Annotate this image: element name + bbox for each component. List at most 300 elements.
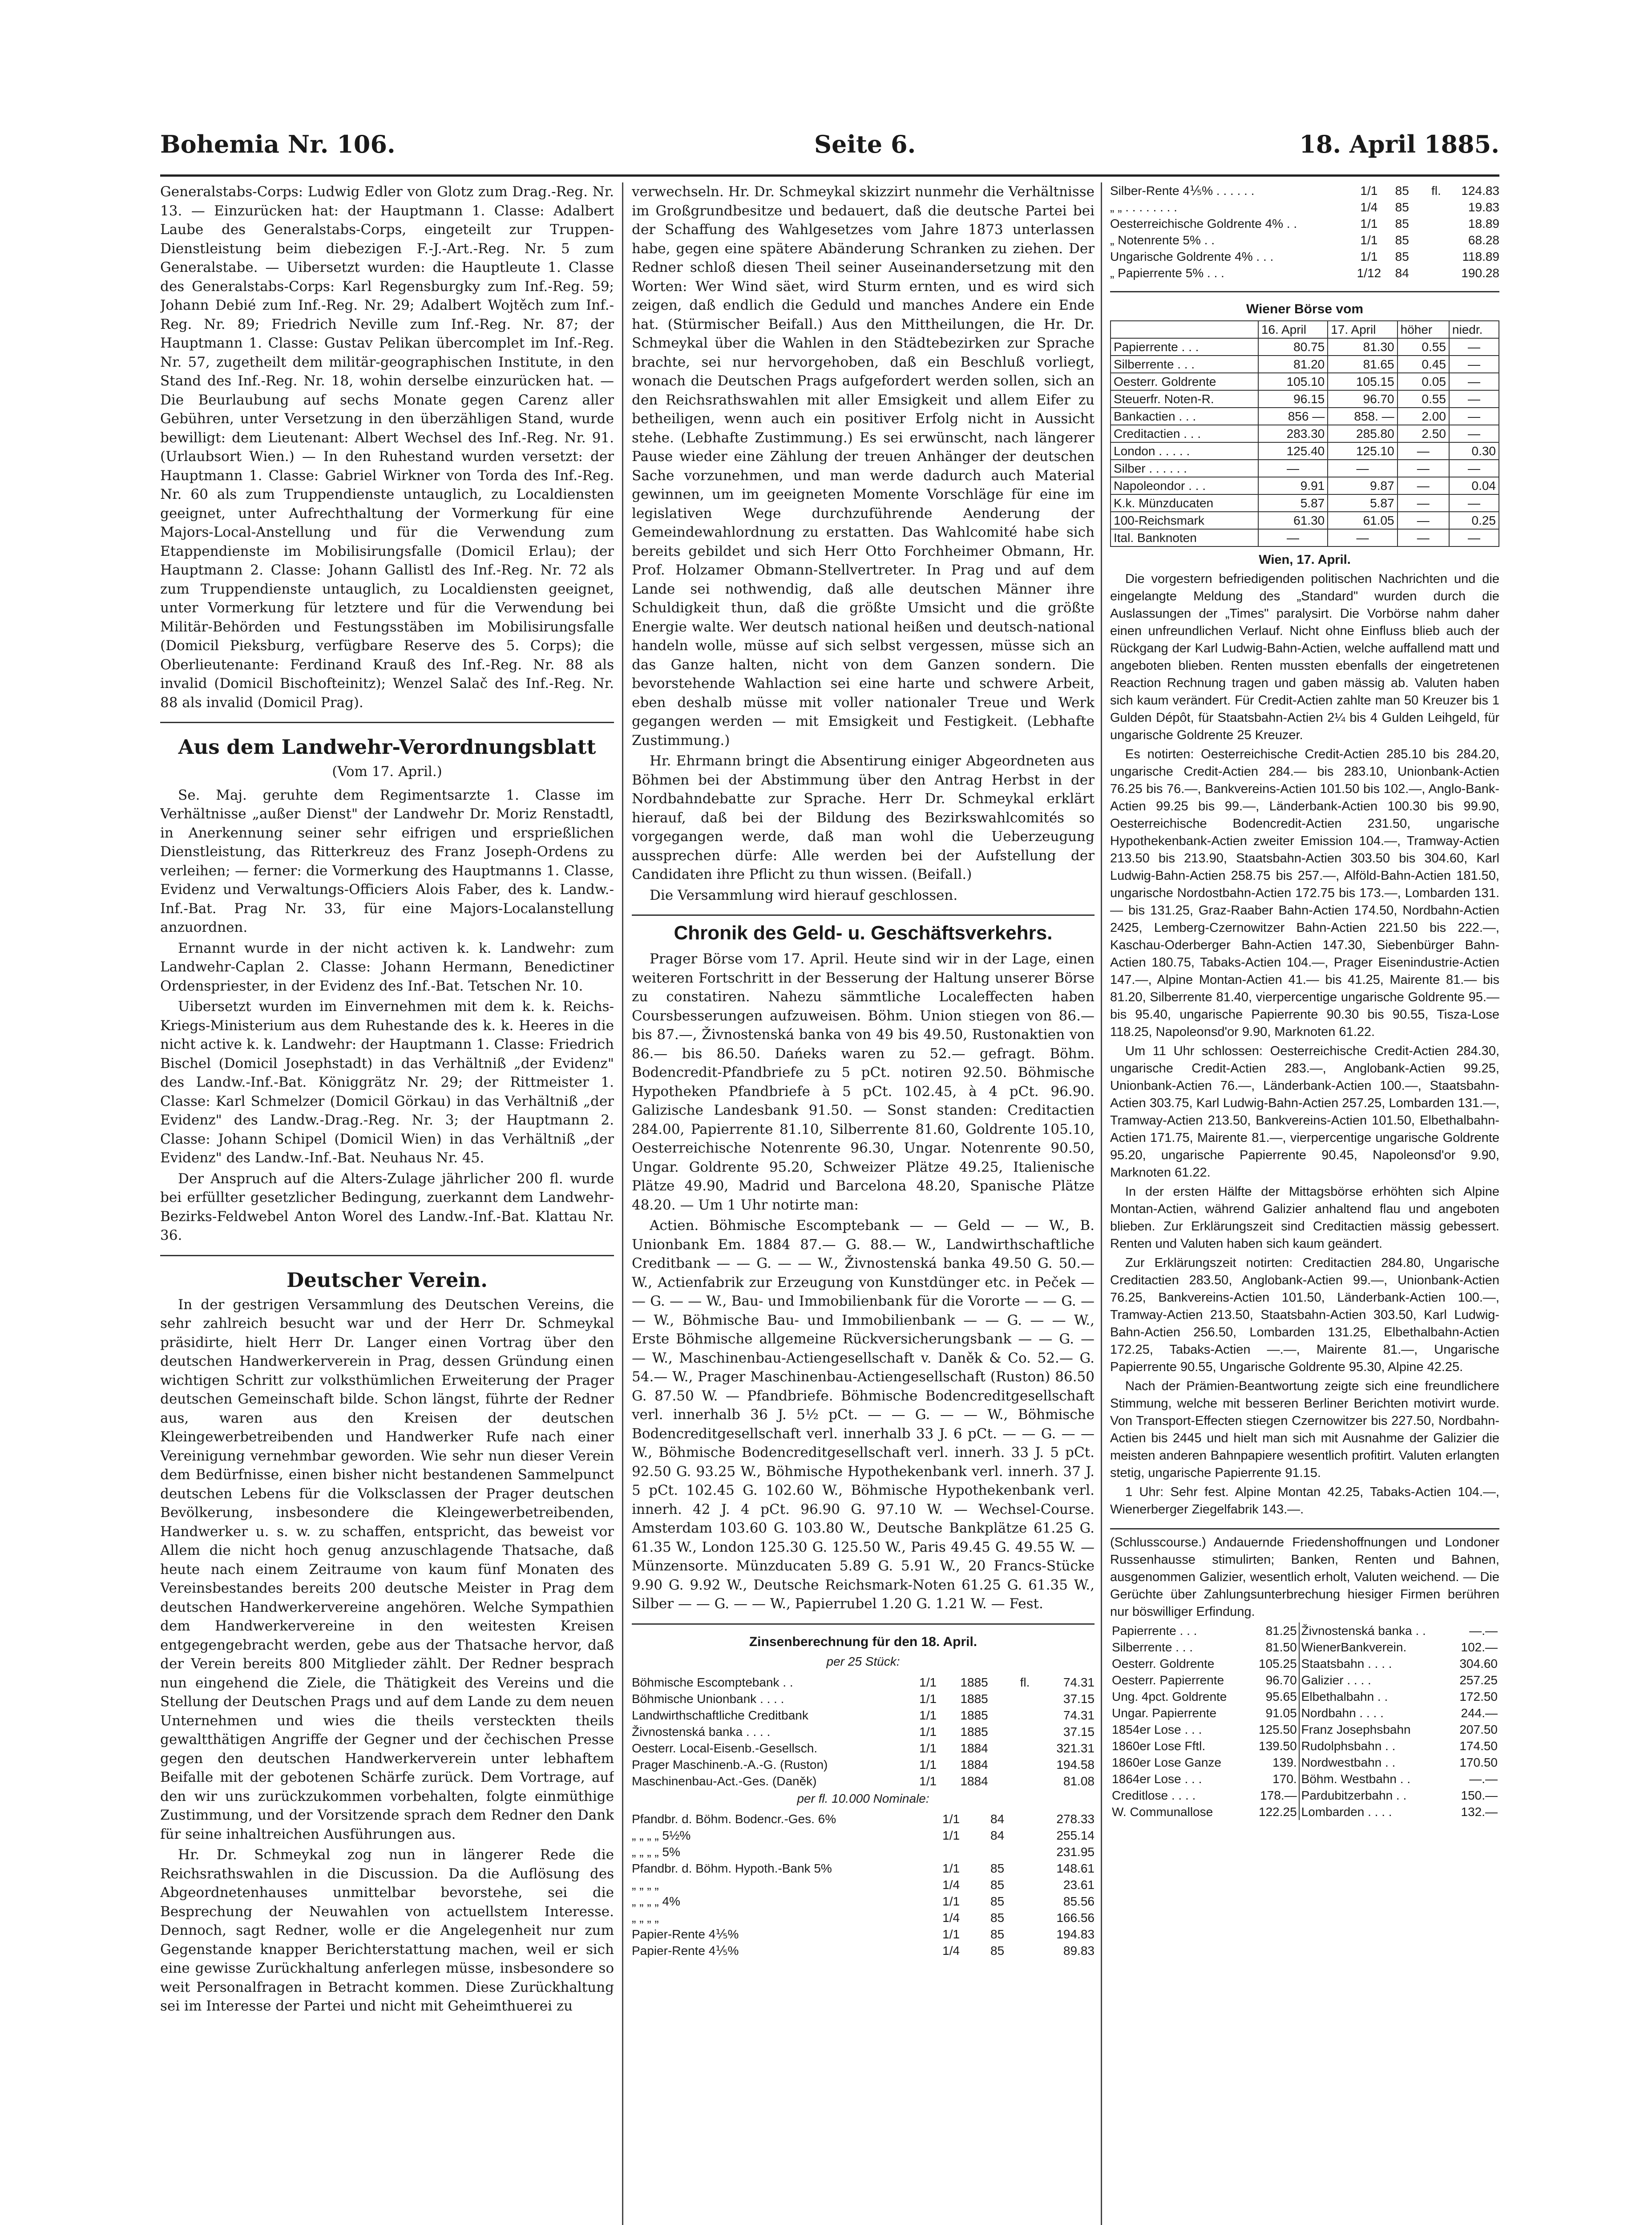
table-cell: — <box>1449 373 1499 390</box>
table-row <box>1111 356 1499 373</box>
table-cell: London . . . . . <box>1111 442 1258 460</box>
table-cell: 0.25 <box>1449 512 1499 529</box>
article-paragraph: Prager Börse vom 17. April. Heute sind wir in der Lage, einen weiteren Fortschritt in der Besserung der Haltung unserer Börse zu constatiren. Nahezu sämmtliche Localeffecten haben Coursbesserungen aufzuweisen. Böhm. Union stiegen von 86.— bis 87.—, Živnostenská banka von 49 bis 49.50, Rustonaktien von 86.— bis 86.50. Dańeks waren zu 52.— gefragt. Böhm. Bodencredit-Pfandbriefe zu 5 pCt. notiren 92.50. Böhmische Hypotheken Pfandbriefe à 5 pCt. 102.45, à 4 pCt. 96.90. Galizische Landesbank 91.50. — Sonst standen: Creditactien 284.00, Papierrente 81.10, Silberrente 81.60, Goldrente 105.10, Oesterreichische Notenrente 96.30, Ungar. Notenrente 90.50, Ungar. Goldrente 95.20, Schweizer Plätze 49.25, Italienische Plätze 49.90, Madrid und Barcelona 48.20, Spanische Plätze 48.20. — Um 1 Uhr notirte man: <box>632 951 1095 1213</box>
table-cell: — <box>1258 529 1328 546</box>
table-cell: Böhmische Unionbank . . . . <box>632 1691 784 1706</box>
table-cell: — <box>1449 408 1499 425</box>
table-cell <box>1002 1707 1030 1723</box>
exchange-table <box>1110 320 1499 547</box>
table-cell: 19.83 <box>1468 200 1499 214</box>
table-cell: 1884 <box>960 1774 988 1788</box>
table-cell: Papierrente . . . <box>1112 1624 1197 1638</box>
table-cell <box>1418 232 1441 248</box>
table-row <box>1110 248 1499 265</box>
column-1 <box>160 182 614 2225</box>
table-cell: 1/1 <box>919 1675 937 1689</box>
table-cell: Silberrente . . . <box>1112 1640 1193 1654</box>
table-row <box>632 1926 1095 1942</box>
table-cell: 9.91 <box>1258 477 1328 494</box>
table-cell: 85 <box>990 1878 1005 1892</box>
table-cell: 125.40 <box>1258 442 1328 460</box>
table-cell: 84 <box>990 1812 1005 1826</box>
table-cell: 1885 <box>960 1724 988 1739</box>
table-cell: — <box>1328 460 1397 477</box>
table-cell: 255.14 <box>1056 1829 1095 1842</box>
table-row <box>1111 425 1499 442</box>
table-cell: 102.— <box>1461 1640 1498 1654</box>
table-cell: — <box>1449 460 1499 477</box>
table-cell: 105.25 <box>1259 1657 1297 1671</box>
table-cell: 257.25 <box>1459 1673 1498 1687</box>
table-row <box>1110 265 1499 281</box>
table-cell: 85 <box>990 1894 1005 1908</box>
table-cell: 285.80 <box>1328 425 1397 442</box>
report-paragraph: Zur Erklärungszeit notirten: Creditactien 284.80, Ungarische Creditactien 283.50, Anglobank-Actien 99.—, Unionbank-Actien 76.25, Bankvereins-Actien 101.50, Länderbank-Actien 100.—, Tramway-Actien 213.50, Staatsbahn-Actien 303.50, Karl Ludwig-Bahn-Actien 256.50, Lombarden 131.25, Elbethalbahn-Actien 172.25, Tabaks-Actien —.—, Mairente 81.—, Ungarische Papierrente 90.55, Ungarische Goldrente 95.30, Alpine 42.25. <box>1110 1256 1499 1374</box>
table-cell: 100-Reichsmark <box>1111 512 1258 529</box>
table-cell: Landwirthschaftliche Creditbank <box>632 1708 808 1722</box>
section-divider <box>632 1623 1095 1625</box>
table-row <box>1110 1688 1499 1705</box>
table-cell: 5.87 <box>1258 494 1328 512</box>
table-cell: — <box>1398 477 1449 494</box>
report-dateline: Wien, 17. April. <box>1259 553 1351 567</box>
column-3 <box>1110 182 1499 2225</box>
table-row <box>1111 390 1499 408</box>
table-row <box>1111 338 1499 356</box>
report-paragraph: Die vorgestern befriedigenden politischen Nachrichten und die eingelangte Meldung des „Standard" wurden durch die Auslassungen der „Times" paralysirt. Die Vorbörse nahm daher einen unfreundlichen Verlauf. Nicht ohne Einfluss blieb auch der Rückgang der Karl Ludwig-Bahn-Actien, welche auffallend matt und angeboten blieben. Renten mussten ebenfalls der eingetretenen Reaction Rechnung tragen und gaben mässig ab. Valuten haben sich kaum verändert. Für Credit-Actien zahlte man 50 Kreuzer bis 1 Gulden Dépôt, für Staatsbahn-Actien 2¼ bis 4 Gulden Leihgeld, für ungarische Goldrente 25 Kreuzer. <box>1110 572 1499 742</box>
table-cell: 95.65 <box>1265 1690 1297 1703</box>
article-paragraph: Ernannt wurde in der nicht activen k. k. Landwehr: zum Landwehr-Caplan 2. Classe: Johann Hermann, Benedictiner Ordenspriester, in der Evidenz des Inf.-Bat. Tetschen Nr. 10. <box>160 940 614 994</box>
table-cell: 91.05 <box>1265 1706 1297 1720</box>
table-cell: Ung. 4pct. Goldrente <box>1112 1690 1227 1703</box>
table-cell: „ „ „ „ <box>632 1911 659 1925</box>
column-header: niedr. <box>1449 321 1499 338</box>
table-row <box>1110 1771 1499 1787</box>
table-cell: 1885 <box>960 1708 988 1722</box>
table-cell: Živnostenská banka . . . . <box>632 1724 771 1739</box>
table-cell: Papier-Rente 4⅕% <box>632 1927 739 1941</box>
section-divider <box>160 1255 614 1256</box>
table-cell: 132.— <box>1461 1805 1498 1819</box>
table-cell: 1/1 <box>919 1757 937 1772</box>
table-cell: 2.00 <box>1398 408 1449 425</box>
table-cell: 81.25 <box>1265 1624 1297 1638</box>
table-row <box>1110 1754 1499 1771</box>
table-row <box>632 1740 1095 1756</box>
column-header <box>1111 321 1258 338</box>
table-cell: 139.50 <box>1259 1739 1297 1753</box>
table-cell: Ungarische Goldrente 4% . . . <box>1110 250 1274 263</box>
table-row <box>1110 1721 1499 1738</box>
exchange-table-title: Wiener Börse vom <box>1246 302 1364 316</box>
article-paragraph: Actien. Böhmische Escomptebank — — Geld — — W., B. Unionbank Em. 1884 87.— G. 88.— W., Landwirthschaftliche Creditbank — — G. — — W., Živnostenská banka 49.50 G. 50.— W., Actienfabrik zur Erzeugung von Kunstdünger etc. in Peček — — G. — — W., Bau- und Immobilienbank für die Vororte — — G. — — W., Böhmische Bau- und Immobilienbank — — G. — — W., Erste Böhmische allgemeine Rückversicherungsbank — — G. — — W., Maschinenbau-Actiengesellschaft v. Daněk & Co. 52.— G. 54.— W., Prager Maschinenbau-Actiengesellschaft (Ruston) 86.50 G. 87.50 W. — Pfandbriefe. Böhmische Bodencreditgesellschaft verl. innerhalb 36 J. 5½ pCt. — — G. — — W., Böhmische Bodencreditgesellschaft verl. innerhalb 33 J. 6 pCt. — — G. — — W., Böhmische Bodencreditgesellschaft verl. innerh. 33 J. 5 pCt. 92.50 G. 93.25 W., Böhmische Hypothekenbank verl. innerh. 37 J. 5 pCt. 102.45 G. 102.60 W., Böhmische Hypothekenbank verl. innerh. 42 J. 4 pCt. 96.90 G. 97.10 W. — Wechsel-Course. Amsterdam 103.60 G. 103.80 W., Deutsche Bankplätze 61.25 G. 61.35 W., London 125.30 G. 125.50 W., Paris 49.45 G. 49.55 W. — Münzensorte. Münzducaten 5.89 G. 5.91 W., 20 Francs-Stücke 9.90 G. 9.92 W., Deutsche Reichsmark-Noten 61.25 G. 61.35 W., Silber — — G. — — W., Papierrubel 1.20 G. 1.21 W. — Fest. <box>632 1218 1095 1612</box>
table-row <box>1110 182 1499 199</box>
table-cell: 1885 <box>960 1675 988 1689</box>
table-cell: — <box>1449 529 1499 546</box>
table-cell: 231.95 <box>1056 1845 1095 1859</box>
table-cell: 1/1 <box>942 1861 960 1875</box>
table-cell: „ „ „ „ 5½% <box>632 1829 691 1842</box>
table-cell: 1885 <box>960 1691 988 1706</box>
table-cell: 0.55 <box>1398 338 1449 356</box>
table-cell: 96.15 <box>1258 390 1328 408</box>
table-cell: 84 <box>1395 266 1409 280</box>
section-subtitle: (Vom 17. April.) <box>332 764 442 780</box>
table-row <box>1110 1639 1499 1655</box>
table-cell: Franz Josephsbahn <box>1299 1721 1450 1738</box>
table-cell: 125.10 <box>1328 442 1397 460</box>
table-cell: 1860er Lose Fftl. <box>1112 1739 1206 1753</box>
table-row <box>632 1860 1095 1877</box>
table-cell: 1884 <box>960 1741 988 1755</box>
table-row <box>632 1827 1095 1844</box>
table-cell: 85 <box>1395 233 1409 247</box>
table-cell: „ „ „ „ 4% <box>632 1894 680 1908</box>
table-cell: 0.30 <box>1449 442 1499 460</box>
table-cell: 85 <box>990 1927 1005 1941</box>
table-cell: 74.31 <box>1063 1708 1095 1722</box>
table-cell: 174.50 <box>1459 1739 1498 1753</box>
table-cell: 194.83 <box>1056 1927 1095 1941</box>
table-cell: 858. — <box>1328 408 1397 425</box>
table-cell: Silberrente . . . <box>1111 356 1258 373</box>
table-cell: 1/1 <box>1360 217 1378 231</box>
column-divider <box>622 182 623 2225</box>
table-cell: 85 <box>990 1911 1005 1925</box>
table-cell: — <box>1449 338 1499 356</box>
table-cell: fl. <box>1020 1675 1030 1689</box>
report-paragraph: (Schlusscourse.) Andauernde Friedenshoffnungen und Londoner Russenhausse stimulirten; Banken, Renten und Bahnen, ausgenommen Galizier, wesentlich erholt, Valuten weichend. — Die Gerüchte über Zahlungsunterbrechung hiesiger Firmen berühren nur böswilliger Erfindung. <box>1110 1535 1499 1619</box>
table-cell: 125.50 <box>1259 1723 1297 1736</box>
table-cell: 207.50 <box>1459 1723 1498 1736</box>
table-cell: 85 <box>1395 200 1409 214</box>
table-cell: „ Notenrente 5% . . <box>1110 233 1215 247</box>
table-cell: 85 <box>990 1861 1005 1875</box>
table-cell: 105.10 <box>1258 373 1328 390</box>
table-cell: 89.83 <box>1063 1944 1095 1958</box>
masthead-issue: Bohemia Nr. 106. <box>160 130 396 158</box>
table-cell: 5.87 <box>1328 494 1397 512</box>
section-divider <box>632 914 1095 916</box>
table-row <box>1111 494 1499 512</box>
table-cell: 0.05 <box>1398 373 1449 390</box>
table-cell: 1/12 <box>1357 266 1381 280</box>
table-cell: „ „ „ „ <box>632 1878 659 1892</box>
article-paragraph: Uibersetzt wurden im Einvernehmen mit dem k. k. Reichs-Kriegs-Ministerium aus dem Ruhestande des k. k. Heeres in die nicht active k. k. Landwehr: der Hauptmann 1. Classe: Friedrich Bischel (Domicil Josephstadt) in das Verhältniß „der Evidenz" des Landw.-Inf.-Bat. Königgrätz Nr. 29; der Rittmeister 1. Classe: Karl Schmelzer (Domicil Görkau) in das Verhältniß „der Evidenz" des Landw.-Drag.-Reg. Nr. 3; der Hauptmann 2. Classe: Johann Schipel (Domicil Wien) in das Verhältniß „der Evidenz" des Landw.-Inf.-Bat. Neuhaus Nr. 45. <box>160 999 614 1166</box>
table-row <box>632 1756 1095 1773</box>
table-cell: Rudolphsbahn . . <box>1299 1738 1450 1754</box>
table-cell: 61.05 <box>1328 512 1397 529</box>
table-cell: 84 <box>990 1829 1005 1842</box>
table-row <box>632 1723 1095 1740</box>
page-number: Seite 6. <box>814 130 916 158</box>
table-cell: „ „ „ „ 5% <box>632 1845 680 1859</box>
table-cell: 81.08 <box>1063 1774 1095 1788</box>
table-cell: 1860er Lose Ganze <box>1112 1756 1221 1769</box>
column-2 <box>632 182 1095 2225</box>
table-row <box>1111 512 1499 529</box>
column-header: 17. April <box>1328 321 1397 338</box>
table-cell: 122.25 <box>1259 1805 1297 1819</box>
table-cell: 194.58 <box>1056 1757 1095 1772</box>
rente-table <box>1110 182 1499 281</box>
table-header-row <box>1111 321 1499 338</box>
table-cell: Creditlose . . . . <box>1112 1788 1196 1802</box>
table-cell: 81.30 <box>1328 338 1397 356</box>
table-cell: 170.50 <box>1459 1756 1498 1769</box>
article-paragraph: Die Versammlung wird hierauf geschlossen. <box>650 887 958 903</box>
table-row <box>1111 460 1499 477</box>
interest-table-subtitle: per fl. 10.000 Nominale: <box>797 1791 929 1805</box>
table-cell: Oesterr. Papierrente <box>1112 1673 1224 1687</box>
table-row <box>1110 1672 1499 1688</box>
table-cell: Creditactien . . . <box>1111 425 1258 442</box>
table-row <box>1110 1622 1499 1639</box>
table-row <box>1110 199 1499 215</box>
table-cell: 1/4 <box>942 1944 960 1958</box>
table-cell: 80.75 <box>1258 338 1328 356</box>
table-cell: Oesterreichische Goldrente 4% . . <box>1110 217 1297 231</box>
table-cell <box>1418 248 1441 265</box>
table-cell: 1/1 <box>919 1774 937 1788</box>
table-cell: Steuerfr. Noten-R. <box>1111 390 1258 408</box>
section-divider <box>1110 291 1499 292</box>
section-title: Deutscher Verein. <box>287 1268 488 1292</box>
article-paragraph: Der Anspruch auf die Alters-Zulage jährlicher 200 fl. wurde bei erfüllter gesetzlicher Bedingung, zuerkannt dem Landwehr-Bezirks-Feldwebel Anton Worel des Landw.-Inf.-Bat. Klattau Nr. 36. <box>160 1170 614 1243</box>
table-cell: 1/4 <box>942 1878 960 1892</box>
table-cell <box>1418 265 1441 281</box>
table-cell: 166.56 <box>1056 1911 1095 1925</box>
table-cell: 18.89 <box>1468 217 1499 231</box>
table-cell: — <box>1398 529 1449 546</box>
table-row <box>1110 1705 1499 1721</box>
table-cell: 1/1 <box>919 1741 937 1755</box>
table-cell: 1/1 <box>942 1894 960 1908</box>
table-row <box>632 1893 1095 1909</box>
table-cell: Prager Maschinenb.-A.-G. (Ruston) <box>632 1757 828 1772</box>
table-cell: 1/1 <box>919 1708 937 1722</box>
table-cell: 0.45 <box>1398 356 1449 373</box>
table-cell: 37.15 <box>1063 1724 1095 1739</box>
column-header: höher <box>1398 321 1449 338</box>
table-row <box>632 1942 1095 1959</box>
report-paragraph: In der ersten Hälfte der Mittagsbörse erhöhten sich Alpine Montan-Actien, während Galizier anhaltend flau und angeboten blieben. Zur Erklärungszeit sind Creditactien mässig gebessert. Renten und Valuten haben sich kaum geändert. <box>1110 1185 1499 1251</box>
table-row <box>632 1674 1095 1691</box>
table-cell: W. Communallose <box>1112 1805 1213 1819</box>
table-cell <box>1002 1773 1030 1789</box>
table-cell <box>1418 199 1441 215</box>
table-cell: — <box>1398 442 1449 460</box>
table-cell: 170. <box>1272 1772 1297 1786</box>
table-cell: 244.— <box>1461 1706 1498 1720</box>
table-cell: 37.15 <box>1063 1691 1095 1706</box>
table-cell: 1/4 <box>942 1911 960 1925</box>
table-row <box>632 1811 1095 1827</box>
table-cell: Böhmische Escomptebank . . <box>632 1675 793 1689</box>
table-cell: Ungar. Papierrente <box>1112 1706 1217 1720</box>
table-cell: Oesterr. Goldrente <box>1112 1657 1215 1671</box>
table-cell: 74.31 <box>1063 1675 1095 1689</box>
table-cell: — <box>1398 512 1449 529</box>
table-cell: 118.89 <box>1462 250 1499 263</box>
interest-table <box>632 1811 1095 1959</box>
table-cell: 150.— <box>1461 1788 1498 1802</box>
table-cell: 304.60 <box>1459 1657 1498 1671</box>
table-cell: Lombarden . . . . <box>1299 1804 1450 1820</box>
table-cell <box>974 1844 1021 1860</box>
article-paragraph: Se. Maj. geruhte dem Regimentsarzte 1. Classe im Verhältnisse „außer Dienst" der Landwehr Dr. Moriz Renstadtl, in Anerkennung seiner sehr eifrigen und ersprießlichen Dienstleistung, das Ritterkreuz des Franz Joseph-Ordens zu verleihen; — ferner: die Vormerkung des Hauptmanns 1. Classe, Evidenz und Verwaltungs-Officiers Alois Faber, des k. Landw.-Inf.-Bat. Prag Nr. 33, für eine Majors-Localanstellung anzuordnen. <box>160 787 614 935</box>
table-cell: 85 <box>1395 217 1409 231</box>
table-cell: 81.50 <box>1265 1640 1297 1654</box>
table-cell: 23.61 <box>1063 1878 1095 1892</box>
table-cell <box>1002 1740 1030 1756</box>
table-cell: Pardubitzerbahn . . <box>1299 1787 1450 1804</box>
table-cell: 0.55 <box>1398 390 1449 408</box>
table-cell <box>1002 1691 1030 1707</box>
table-cell: 190.28 <box>1461 266 1499 280</box>
table-cell: 1864er Lose . . . <box>1112 1772 1202 1786</box>
table-cell: Ital. Banknoten <box>1111 529 1258 546</box>
table-cell: 85 <box>990 1944 1005 1958</box>
article-paragraph: verwechseln. Hr. Dr. Schmeykal skizzirt nunmehr die Verhältnisse im Großgrundbesitze und bedauert, daß die deutsche Partei bei der Schaffung des Wahlgesetzes vom Jahre 1873 unterlassen habe, gegen eine spätere Abänderung Schranken zu ziehen. Der Redner schloß diesen Theil seiner Auseinandersetzung mit den Worten: Wer Wind säet, wird Sturm ernten, und es wird sich zeigen, daß endlich die Geduld und manches Andere ein Ende hat. (Stürmischer Beifall.) Aus den Mittheilungen, die Hr. Dr. Schmeykal über die Wahlen in den Städtebezirken zur Sprache brachte, sei nur hervorgehoben, daß ein Beschluß vorliegt, wonach die Deutschen Prags aufgefordert werden sollen, sich an den Reichsrathswahlen mit aller Emsigkeit und allem Eifer zu betheiligen, wenn auch ein positiver Erfolg nicht in Aussicht stehe. (Lebhafte Zustimmung.) Es sei erwünscht, nach längerer Pause wieder eine Zählung der treuen Anhänger der deutschen Sache vorzunehmen, und man werde dadurch auch Material gewinnen, um im geeigneten Momente Vorschläge für eine im legislativen Wege durchzuführende Aenderung der Gemeindewahlordnung zu erstatten. Das Wahlcomité habe sich bereits gebildet und sich Herr Otto Forchheimer Obmann, Hr. Prof. Holzamer Obmann-Stellvertreter. In Prag und auf dem Lande sei nothwendig, daß alle deutschen Männer ihre Schuldigkeit thun, daß die größte Umsicht und die größte Energie walte. Wer deutsch national heißen und deutsch-national handeln wolle, müsse auf sich selbst vergessen, müsse sich an das Ganze halten, nicht von dem Ganzen sondern. Die bevorstehende Wahlaction sei eine harte und schwere Arbeit, eben deshalb müsse mit voller nationaler Treue und Werk gegangen werden — mit Emsigkeit und Festigkeit. (Lebhafte Zustimmung.) <box>632 184 1095 748</box>
closing-prices-table <box>1110 1622 1499 1820</box>
table-cell: 85 <box>1395 250 1409 263</box>
table-cell: 68.28 <box>1468 233 1499 247</box>
table-cell: fl. <box>1431 184 1441 198</box>
table-cell: 172.50 <box>1459 1690 1498 1703</box>
table-cell <box>1002 1723 1030 1740</box>
table-cell: Papier-Rente 4⅕% <box>632 1944 739 1958</box>
table-cell <box>928 1844 974 1860</box>
interest-table-subtitle: per 25 Stück: <box>826 1655 900 1668</box>
table-row <box>1111 477 1499 494</box>
table-cell: „ Papierrente 5% . . . <box>1110 266 1224 280</box>
table-cell: 85 <box>1395 184 1409 198</box>
table-cell: 278.33 <box>1056 1812 1095 1826</box>
table-cell: 9.87 <box>1328 477 1397 494</box>
report-paragraph: Nach der Prämien-Beantwortung zeigte sich eine freundlichere Stimmung, welche mit besseren Berliner Berichten motivirt wurde. Von Transport-Effecten stiegen Czernowitzer bis 227.50, Nordbahn-Actien bis 2445 und hielt man sich mit Ausnahme der Galizier die meisten anderen Bahnpapiere wesentlich profitirt. Valuten erlangten stetig, ungarische Papierrente 91.15. <box>1110 1379 1499 1480</box>
table-cell: 148.61 <box>1056 1861 1095 1875</box>
table-cell: 96.70 <box>1265 1673 1297 1687</box>
table-cell: 1/1 <box>1360 184 1378 198</box>
table-cell: 139. <box>1272 1756 1297 1769</box>
table-cell: Elbethalbahn . . <box>1299 1688 1450 1705</box>
table-cell: Oesterr. Local-Eisenb.-Gesellsch. <box>632 1741 818 1755</box>
table-row <box>1110 1804 1499 1820</box>
table-cell: Böhm. Westbahn . . <box>1299 1771 1450 1787</box>
article-paragraph: Hr. Dr. Schmeykal zog nun in längerer Rede die Reichsrathswahlen in die Discussion. Da die Auflösung des Abgeordnetenhauses unmittelbar bevorstehe, sei die Besprechung der Neuwahlen von actuellstem Interesse. Dennoch, sagt Redner, wolle er die Angelegenheit nur zum Gegenstande knapper Berichterstattung machen, weil er sich eine gewisse Zurückhaltung anferlegen müsse, insbesondere so weit Personalfragen in Betracht kommen. Diese Zurückhaltung sei im Interesse der Partei und nicht mit Geheimthuerei zu <box>160 1847 614 2014</box>
report-paragraph: 1 Uhr: Sehr fest. Alpine Montan 42.25, Tabaks-Actien 104.—, Wienerberger Ziegelfabrik 143.—. <box>1110 1485 1499 1517</box>
table-cell: Nordwestbahn . . <box>1299 1754 1450 1771</box>
table-cell: K.k. Münzducaten <box>1111 494 1258 512</box>
table-cell: —.— <box>1469 1772 1498 1786</box>
table-cell: 1/1 <box>942 1812 960 1826</box>
table-cell: — <box>1398 494 1449 512</box>
table-cell: 96.70 <box>1328 390 1397 408</box>
section-title: Aus dem Landwehr-Verordnungsblatt <box>178 735 596 759</box>
table-cell: Papierrente . . . <box>1111 338 1258 356</box>
table-cell: 1/1 <box>942 1829 960 1842</box>
table-cell: 1884 <box>960 1757 988 1772</box>
table-row <box>1111 373 1499 390</box>
section-title: Chronik des Geld- u. Geschäftsverkehrs. <box>674 922 1053 944</box>
report-paragraph: Um 11 Uhr schlossen: Oesterreichische Credit-Actien 284.30, ungarische Credit-Actien 283.—, Anglobank-Actien 99.25, Unionbank-Actien 76.—, Länderbank-Actien 100.—, Staatsbahn-Actien 303.75, Karl Ludwig-Bahn-Actien 257.25, Lombarden 131.—, Tramway-Actien 213.50, Bankvereins-Actien 101.50, Elbethalbahn-Actien 171.75, Mairente 81.—, vierpercentige ungarische Goldrente 95.20, ungarische Papierrente 90.45, Napoleonsd'or 9.90, Marknoten 61.22. <box>1110 1044 1499 1180</box>
section-divider <box>160 722 614 723</box>
table-row <box>632 1773 1095 1789</box>
table-cell: Napoleondor . . . <box>1111 477 1258 494</box>
table-cell: 105.15 <box>1328 373 1397 390</box>
table-cell: Pfandbr. d. Böhm. Bodencr.-Ges. 6% <box>632 1812 836 1826</box>
table-cell: Silber . . . . . . <box>1111 460 1258 477</box>
table-cell: 1/4 <box>1360 200 1378 214</box>
table-cell: 124.83 <box>1461 184 1499 198</box>
table-row <box>1111 408 1499 425</box>
table-cell: Staatsbahn . . . . <box>1299 1655 1450 1672</box>
table-row <box>1110 232 1499 248</box>
table-row <box>1110 1738 1499 1754</box>
table-cell: — <box>1398 460 1449 477</box>
table-cell <box>1418 215 1441 232</box>
interest-table-title: Zinsenberechnung für den 18. April. <box>749 1634 977 1649</box>
table-cell: 1/1 <box>942 1927 960 1941</box>
table-cell: — <box>1449 390 1499 408</box>
table-cell: 81.65 <box>1328 356 1397 373</box>
column-divider <box>1101 182 1102 2225</box>
table-cell: Oesterr. Goldrente <box>1111 373 1258 390</box>
table-cell: Maschinenbau-Act.-Ges. (Daněk) <box>632 1774 817 1788</box>
table-cell: — <box>1449 356 1499 373</box>
table-cell: 1/1 <box>1360 233 1378 247</box>
table-row <box>632 1877 1095 1893</box>
table-cell: 2.50 <box>1398 425 1449 442</box>
table-cell: 178.— <box>1260 1788 1297 1802</box>
table-row <box>1111 442 1499 460</box>
table-cell: —.— <box>1469 1624 1498 1638</box>
table-cell: 856 — <box>1258 408 1328 425</box>
table-cell: 1/1 <box>919 1691 937 1706</box>
table-cell: — <box>1449 494 1499 512</box>
table-cell: Živnostenská banka . . <box>1299 1622 1450 1639</box>
section-divider <box>1110 1528 1499 1529</box>
table-cell: 81.20 <box>1258 356 1328 373</box>
table-cell: „ „ . . . . . . . . <box>1110 200 1177 214</box>
table-row <box>1110 215 1499 232</box>
table-cell: — <box>1328 529 1397 546</box>
table-cell: 1/1 <box>1360 250 1378 263</box>
table-row <box>1110 1787 1499 1804</box>
table-row <box>632 1909 1095 1926</box>
issue-date: 18. April 1885. <box>1299 130 1499 158</box>
table-cell: — <box>1449 425 1499 442</box>
table-cell: WienerBankverein. <box>1299 1639 1450 1655</box>
table-cell: Bankactien . . . <box>1111 408 1258 425</box>
table-cell <box>1002 1756 1030 1773</box>
article-paragraph: In der gestrigen Versammlung des Deutschen Vereins, die sehr zahlreich besucht war und der Herr Dr. Schmeykal präsidirte, hielt Herr Dr. Langer einen Vortrag über den deutschen Handwerkerverein in Prag, dessen Gründung einen wichtigen Schritt zur volksthümlichen Erweiterung der Prager deutschen Gemeinschaft bilde. Schon längst, führte der Redner aus, waren aus den Kreisen der deutschen Kleingewerbetreibenden und Handwerker Rufe nach einer Vereinigung vernehmbar geworden. Wie sehr nun dieser Verein dem Bedürfnisse, einen bisher nicht bestandenen Sammelpunct deutschen Lebens für die Volksclassen der Prager deutschen Bevölkerung, insbesondere die Kleingewerbetreibenden, Handwerker u. s. w. zu schaffen, entspricht, das beweist vor Allem die nicht hoch genug anzuschlagende Thatsache, daß heute nach einem Zeitraume von kaum fünf Monaten des Vereinsbestandes bereits 200 deutsche Meister in Prag dem deutschen Handwerkervereine angehören. Welche Sympathien dem Handwerkervereine in den weitesten Kreisen entgegengebracht werden, gebe aus der Thatsache hervor, daß der Verein bereits 800 Mitglieder zählt. Der Redner besprach nun eingehend die Ziele, die Thätigkeit des Vereins und die Stellung der Deutschen Prags und auf dem Lande zu dem neuen Unternehmen und wies die theils versteckten theils gewaltthätigen Angriffe der Gegner und der čechischen Presse gegen den deutschen Handwerkerverein unter lebhaftem Beifalle mit der gebotenen Schärfe zurück. Dem Vortrage, auf den wir uns zurückzukommen vorbehalten, folgte einmüthige Zustimmung, und der Vorsitzende sprach dem Redner den Dank für seine inhaltreichen Ausführungen aus. <box>160 1296 614 1842</box>
report-paragraph: Es notirten: Oesterreichische Credit-Actien 285.10 bis 284.20, ungarische Credit-Actien 284.— bis 283.10, Unionbank-Actien 76.25 bis 76.—, Bankvereins-Actien 101.50 bis 102.—, Anglo-Bank-Actien 99.25 bis 99.—, Länderbank-Actien 100.30 bis 99.90, Oesterreichische Bodencredit-Actien 231.50, ungarische Hypothekenbank-Actien zweiter Emission 104.—, Tramway-Actien 213.50 bis 213.90, Staatsbahn-Actien 303.50 bis 304.60, Karl Ludwig-Bahn-Actien 258.75 bis 257.—, Alföld-Bahn-Actien 181.50, ungarische Nordostbahn-Actien 172.75 bis 173.—, Lombarden 131.— bis 131.25, Graz-Raaber Bahn-Actien 174.50, Nordbahn-Actien 2425, Lemberg-Czernowitzer Bahn-Actien 221.50 bis 222.—, Kaschau-Oderberger Bahn-Actien 147.30, Siebenbürger Bahn-Actien 180.75, Tabaks-Actien 104.—, Prager Eisenindustrie-Actien 147.—, Alpine Montan-Actien 41.— bis 41.25, Mairente 81.— bis 81.20, Silberrente 81.40, vierpercentige ungarische Goldrente 95.— bis 95.40, ungarische Papierrente 90.30 bis 90.55, Tisza-Lose 118.25, Napoleonsd'or 9.90, Marknoten 61.22. <box>1110 747 1499 1039</box>
table-row <box>632 1707 1095 1723</box>
column-header: 16. April <box>1258 321 1328 338</box>
table-cell: 85.56 <box>1063 1894 1095 1908</box>
table-cell: 0.04 <box>1449 477 1499 494</box>
table-row <box>632 1691 1095 1707</box>
table-cell: — <box>1258 460 1328 477</box>
table-cell: 61.30 <box>1258 512 1328 529</box>
article-paragraph: Hr. Ehrmann bringt die Absentirung einiger Abgeordneten aus Böhmen bei der Abstimmung über den Antrag Herbst in der Nordbahndebatte zur Sprache. Herr Dr. Schmeykal erklärt hierauf, daß bei der Bildung des Bezirkswahlcomités so vorgegangen werde, daß man wohl die Ueberzeugung aussprechen dürfe: Alle werden bei der Aufstellung der Candidaten ihre Pflicht zu thun wissen. (Beifall.) <box>632 753 1095 882</box>
table-cell: Nordbahn . . . . <box>1299 1705 1450 1721</box>
table-cell: 321.31 <box>1056 1741 1095 1755</box>
table-cell: 283.30 <box>1258 425 1328 442</box>
table-row <box>1110 1655 1499 1672</box>
